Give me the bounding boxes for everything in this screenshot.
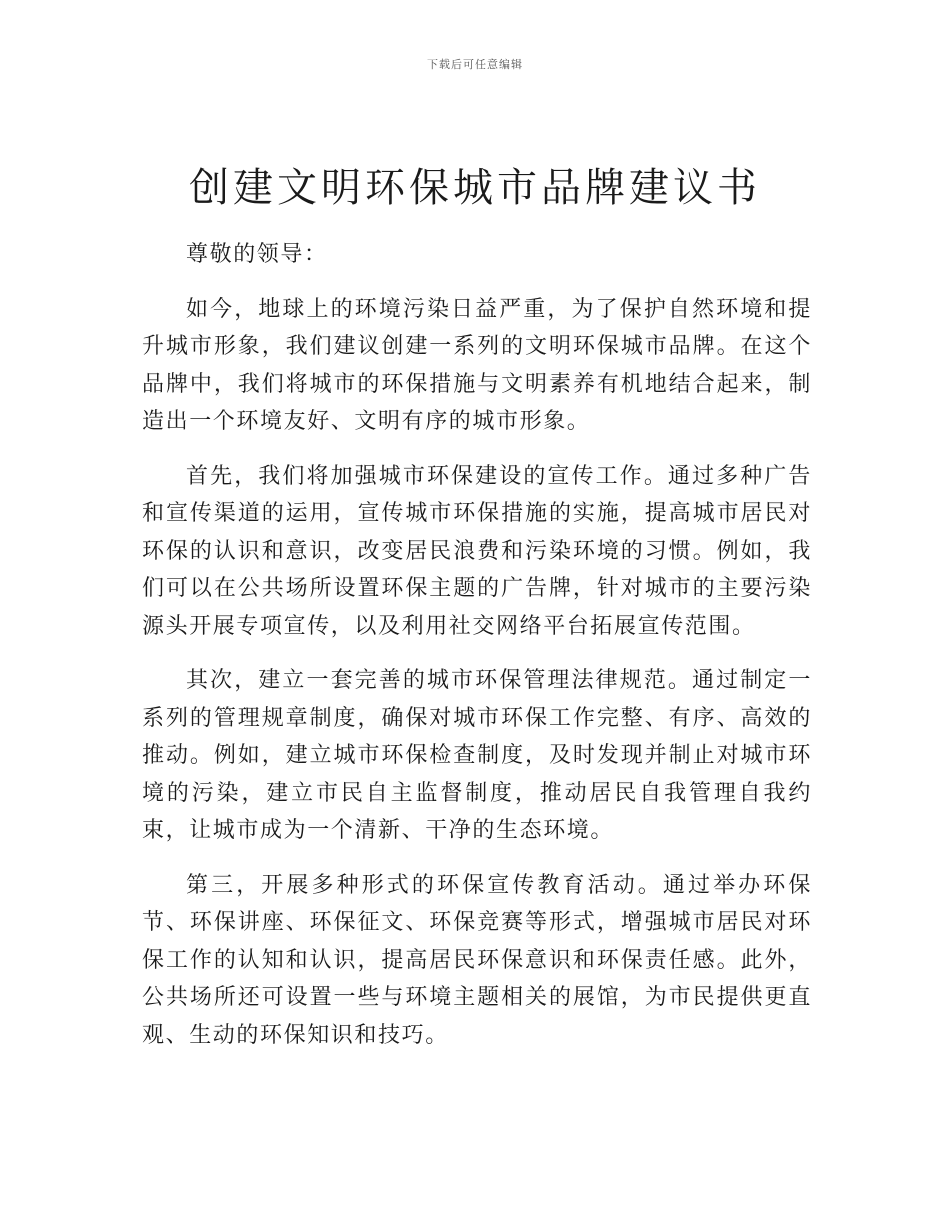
paragraph-intro: 如今，地球上的环境污染日益严重，为了保护自然环境和提升城市形象，我们建议创建一系列的文明环保城市品牌。在这个品牌中，我们将城市的环保措施与文明素养有机地结合起来，制造出一个环境友好、文明有序的城市形象。 xyxy=(142,296,812,434)
paragraph-first: 首先，我们将加强城市环保建设的宣传工作。通过多种广告和宣传渠道的运用，宣传城市环保措施的实施，提高城市居民对环保的认识和意识，改变居民浪费和污染环境的习惯。例如，我们可以在公共场所设置环保主题的广告牌，针对城市的主要污染源头开展专项宣传，以及利用社交网络平台拓展宣传范围。 xyxy=(142,463,812,639)
paragraph-third: 第三，开展多种形式的环保宣传教育活动。通过举办环保节、环保讲座、环保征文、环保竞赛等形式，增强城市居民对环保工作的认知和认识，提高居民环保意识和环保责任感。此外，公共场所还可设置一些与环境主题相关的展馆，为市民提供更直观、生动的环保知识和技巧。 xyxy=(142,872,812,1048)
salutation: 尊敬的领导： xyxy=(186,242,328,267)
page-header-note: 下载后可任意编辑 xyxy=(427,58,523,71)
document-title: 创建文明环保城市品牌建议书 xyxy=(189,165,761,211)
paragraph-second: 其次，建立一套完善的城市环保管理法律规范。通过制定一系列的管理规章制度，确保对城市环保工作完整、有序、高效的推动。例如，建立城市环保检查制度，及时发现并制止对城市环境的污染，建立市民自主监督制度，推动居民自我管理自我约束，让城市成为一个清新、干净的生态环境。 xyxy=(142,668,812,843)
document-body xyxy=(142,236,812,1071)
